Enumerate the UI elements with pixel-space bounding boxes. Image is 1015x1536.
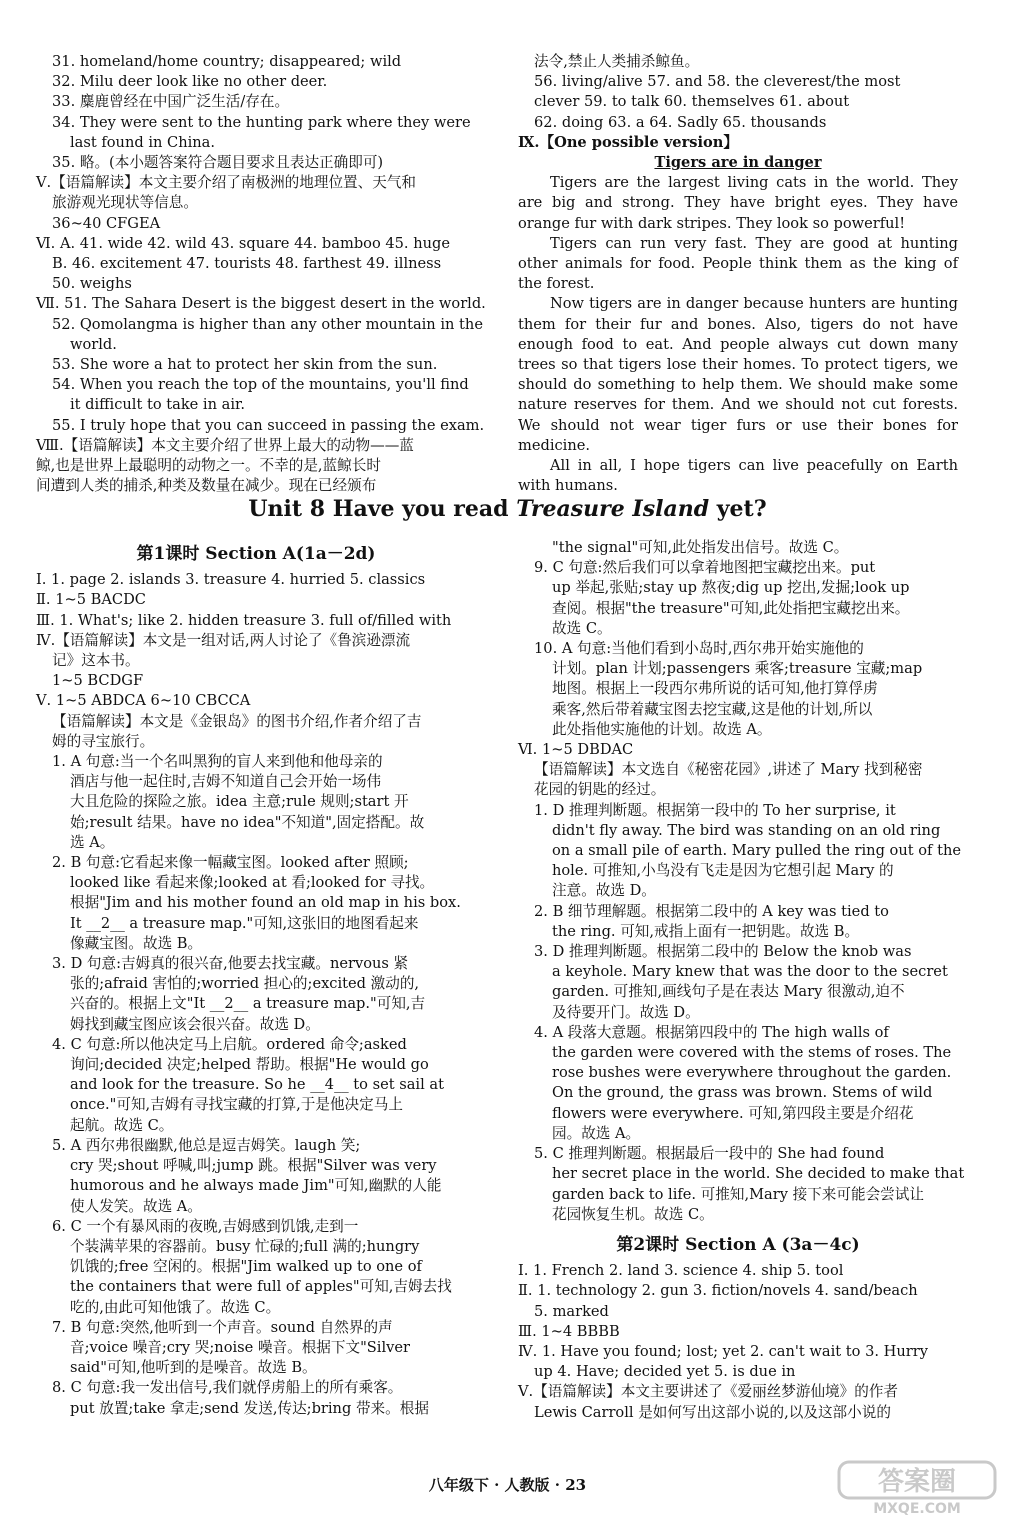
answer-line: Ⅷ.【语篇解读】本文主要介绍了世界上最大的动物——蓝 bbox=[36, 436, 414, 454]
answer-line: 乘客,然后带着藏宝图去挖宝藏,这是他的计划,所以 bbox=[552, 700, 873, 718]
answer-line: 5. A 西尔弗很幽默,他总是逗吉姆笑。laugh 笑; bbox=[52, 1136, 361, 1154]
answer-line: 酒店与他一起住时,吉姆不知道自己会开始一场伟 bbox=[70, 773, 382, 791]
answer-line: 53. She wore a hat to protect her skin from the sun. bbox=[52, 356, 438, 374]
answer-line: said"可知,他听到的是噪音。故选 B。 bbox=[70, 1359, 317, 1377]
answer-line: 姆的寻宝旅行。 bbox=[52, 732, 155, 750]
answer-line: On the ground, the grass was brown. Stems of wild bbox=[552, 1084, 933, 1102]
answer-line: 5. marked bbox=[534, 1302, 609, 1320]
answer-line: Ⅵ. 1~5 DBDAC bbox=[518, 741, 634, 759]
answer-line: 吃的,由此可知他饿了。故选 C。 bbox=[70, 1298, 281, 1316]
answer-line: 此处指他实施他的计划。故选 A。 bbox=[552, 720, 772, 738]
page-footer: 八年级下 · 人教版 · 23 bbox=[428, 1476, 587, 1494]
answer-line: 1. D 推理判断题。根据第一段中的 To her surprise, it bbox=[534, 801, 896, 819]
unit-heading: Unit 8 Have you read Treasure Island yet? bbox=[248, 496, 767, 522]
answer-line: Ⅳ.【语篇解读】本文是一组对话,两人讨论了《鲁滨逊漂流 bbox=[36, 631, 411, 649]
answer-line: 花园的钥匙的经过。 bbox=[534, 781, 666, 799]
answer-line: a keyhole. Mary knew that was the door to the secret bbox=[552, 963, 948, 981]
answer-line: 及待要开门。故选 D。 bbox=[552, 1003, 700, 1021]
answer-line: 62. doing 63. a 64. Sadly 65. thousands bbox=[534, 113, 827, 131]
answer-line: 9. C 句意:然后我们可以拿着地图把宝藏挖出来。put bbox=[534, 559, 876, 577]
answer-line: 选 A。 bbox=[70, 833, 115, 851]
answer-line: 2. B 句意:它看起来像一幅藏宝图。looked after 照顾; bbox=[52, 854, 409, 872]
essay-paragraph: Now tigers are in danger because hunters are hunting them for their fur and bones. Also, tigers do not have enough food to eat. And people always cut down many trees so that tigers lose their homes. To protect tigers, we should do something to help them. We should make some nature reserves for them. And we should not cut forests. We should not wear tiger furs or use their bones for medicine. bbox=[518, 295, 958, 454]
answer-line: 35. 略。(本小题答案符合题目要求且表达正确即可) bbox=[52, 154, 384, 172]
answer-line: clever 59. to talk 60. themselves 61. about bbox=[534, 93, 850, 111]
answer-line: the ring. 可知,戒指上面有一把钥匙。故选 B。 bbox=[552, 922, 860, 940]
answer-line: 张的;afraid 害怕的;worried 担心的;excited 激动的, bbox=[70, 975, 420, 993]
answer-line: the containers that were full of apples"可知,吉姆去找 bbox=[70, 1278, 452, 1296]
essay-paragraph: Tigers are the largest living cats in the world. They are big and strong. They have bright eyes. They have orange fur with dark stripes. They look so powerful! bbox=[518, 174, 958, 232]
answer-line: cry 哭;shout 呼喊,叫;jump 跳。根据"Silver was very bbox=[70, 1157, 437, 1175]
answer-line: 4. C 句意:所以他决定马上启航。ordered 命令;asked bbox=[52, 1035, 407, 1053]
answer-line: Ⅲ. 1~4 BBBB bbox=[518, 1322, 620, 1340]
answer-line: once."可知,吉姆有寻找宝藏的打算,于是他决定马上 bbox=[70, 1096, 403, 1114]
answer-line: 7. B 句意:突然,他听到一个声音。sound 自然界的声 bbox=[52, 1318, 393, 1336]
answer-line: put 放置;take 拿走;send 发送,传达;bring 带来。根据 bbox=[70, 1399, 429, 1417]
answer-line: B. 46. excitement 47. tourists 48. farthest 49. illness bbox=[52, 255, 442, 273]
answer-line: flowers were everywhere. 可知,第四段主要是介绍花 bbox=[552, 1104, 914, 1122]
answer-line: 55. I truly hope that you can succeed in passing the exam. bbox=[52, 416, 485, 434]
answer-line: 音;voice 噪音;cry 哭;noise 噪音。根据下文"Silver bbox=[70, 1338, 410, 1356]
answer-line: 大且危险的探险之旅。idea 主意;rule 规则;start 开 bbox=[70, 793, 409, 811]
svg-text:答案圈: 答案圈 bbox=[877, 1467, 957, 1497]
answer-line: Ⅰ. 1. French 2. land 3. science 4. ship 5. tool bbox=[518, 1262, 844, 1280]
answer-line: 故选 C。 bbox=[552, 619, 612, 637]
answer-line: 始;result 结果。have no idea"不知道",固定搭配。故 bbox=[70, 813, 425, 831]
answer-line: world. bbox=[70, 335, 117, 353]
section-heading-1: 第1课时 Section A(1a－2d) bbox=[136, 544, 376, 564]
essay-title: Tigers are in danger bbox=[654, 154, 822, 172]
answer-line: 花园恢复生机。故选 C。 bbox=[552, 1205, 714, 1223]
answer-line: 兴奋的。根据上文"It __2__ a treasure map."可知,吉 bbox=[70, 995, 426, 1013]
answer-line: Ⅴ.【语篇解读】本文主要讲述了《爱丽丝梦游仙境》的作者 bbox=[518, 1383, 899, 1401]
answers-bottom-right bbox=[518, 538, 965, 1423]
answer-line: the garden were covered with the stems of roses. The bbox=[552, 1044, 952, 1062]
answer-line: 起航。故选 C。 bbox=[70, 1116, 174, 1134]
answer-line: "the signal"可知,此处指发出信号。故选 C。 bbox=[552, 539, 849, 556]
answer-line: 2. B 细节理解题。根据第二段中的 A key was tied to bbox=[534, 902, 889, 920]
answers-top-left bbox=[36, 52, 486, 496]
answer-line: 询问;decided 决定;helped 帮助。根据"He would go bbox=[70, 1056, 429, 1074]
answer-line: Ⅱ. 1. technology 2. gun 3. fiction/novels 4. sand/beach bbox=[518, 1282, 918, 1300]
answer-line: hole. 可推知,小鸟没有飞走是因为它想引起 Mary 的 bbox=[552, 862, 894, 880]
answers-bottom-left bbox=[36, 538, 476, 1419]
answer-line: 个装满苹果的容器前。busy 忙碌的;full 满的;hungry bbox=[70, 1237, 420, 1255]
answer-line: 54. When you reach the top of the mountains, you'll find bbox=[52, 376, 469, 394]
answer-line: 间遭到人类的捕杀,种类及数量在减少。现在已经颁布 bbox=[36, 477, 377, 495]
answer-line: 3. D 推理判断题。根据第二段中的 Below the knob was bbox=[534, 943, 912, 961]
answer-line: 33. 麋鹿曾经在中国广泛生活/存在。 bbox=[52, 93, 290, 111]
svg-text:MXQE.COM: MXQE.COM bbox=[873, 1501, 961, 1516]
answer-line: 姆找到藏宝图应该会很兴奋。故选 D。 bbox=[70, 1015, 320, 1033]
answer-line: 根据"Jim and his mother found an old map in his box. bbox=[70, 894, 461, 912]
answer-line: garden. 可推知,画线句子是在表达 Mary 很激动,迫不 bbox=[552, 983, 905, 1001]
answer-line: 56. living/alive 57. and 58. the cleverest/the most bbox=[534, 73, 901, 91]
answer-line: 6. C 一个有暴风雨的夜晚,吉姆感到饥饿,走到一 bbox=[52, 1217, 359, 1235]
answer-line: Ⅱ. 1~5 BACDC bbox=[36, 591, 146, 609]
answer-line: and look for the treasure. So he __4__ to set sail at bbox=[70, 1076, 444, 1094]
answer-line: 旅游观光现状等信息。 bbox=[52, 194, 198, 212]
answer-line: looked like 看起来像;looked at 看;looked for 寻找。 bbox=[70, 874, 435, 892]
answer-line: 地图。根据上一段西尔弗所说的话可知,他打算俘虏 bbox=[552, 680, 878, 698]
answer-line: humorous and he always made Jim"可知,幽默的人能 bbox=[70, 1177, 442, 1195]
answer-line: 32. Milu deer look like no other deer. bbox=[52, 73, 328, 91]
answer-line: on a small pile of earth. Mary pulled the ring out of the bbox=[552, 842, 961, 860]
answer-line: rose bushes were everywhere throughout the garden. bbox=[552, 1064, 952, 1082]
answer-line: Ⅲ. 1. What's; like 2. hidden treasure 3. full of/filled with bbox=[36, 611, 452, 629]
answer-line: 5. C 推理判断题。根据最后一段中的 She had found bbox=[534, 1145, 885, 1163]
answer-line: garden back to life. 可推知,Mary 接下来可能会尝试让 bbox=[552, 1185, 924, 1203]
answer-line: up 4. Have; decided yet 5. is due in bbox=[534, 1363, 796, 1381]
answer-line: 31. homeland/home country; disappeared; wild bbox=[52, 53, 402, 70]
answer-line: 饥饿的;free 空闲的。根据"Jim walked up to one of bbox=[70, 1258, 422, 1276]
answer-line: 1. A 句意:当一个名叫黑狗的盲人来到他和他母亲的 bbox=[52, 753, 383, 771]
answers-56-65 bbox=[518, 52, 958, 153]
answer-line: 园。故选 A。 bbox=[552, 1124, 641, 1142]
answer-line: 10. A 句意:当他们看到小岛时,西尔弗开始实施他的 bbox=[534, 640, 864, 658]
answer-line: Ⅳ. 1. Have you found; lost; yet 2. can't wait to 3. Hurry bbox=[518, 1342, 928, 1360]
answer-line: last found in China. bbox=[70, 133, 216, 151]
answer-line: it difficult to take in air. bbox=[70, 396, 246, 414]
answer-line: 像藏宝图。故选 B。 bbox=[70, 934, 203, 952]
answer-line: 4. A 段落大意题。根据第四段中的 The high walls of bbox=[534, 1023, 889, 1041]
answer-line: didn't fly away. The bird was standing on an old ring bbox=[552, 821, 941, 839]
answer-line: 查阅。根据"the treasure"可知,此处指把宝藏挖出来。 bbox=[552, 599, 910, 617]
answer-line: 36~40 CFGEA bbox=[52, 214, 161, 232]
essay-paragraph: All in all, I hope tigers can live peacefully on Earth with humans. bbox=[518, 457, 958, 495]
answer-line: 8. C 句意:我一发出信号,我们就俘虏船上的所有乘客。 bbox=[52, 1379, 403, 1397]
answer-line: 52. Qomolangma is higher than any other mountain in the bbox=[52, 315, 483, 333]
answer-line: 1~5 BCDGF bbox=[52, 672, 144, 690]
essay-body bbox=[518, 173, 958, 496]
answer-line: 法令,禁止人类捕杀鲸鱼。 bbox=[534, 53, 700, 70]
answer-line: 34. They were sent to the hunting park where they were bbox=[52, 113, 471, 131]
answer-line: Ⅶ. 51. The Sahara Desert is the biggest desert in the world. bbox=[36, 295, 486, 313]
watermark-logo bbox=[837, 1460, 997, 1516]
answer-line: 【语篇解读】本文选自《秘密花园》,讲述了 Mary 找到秘密 bbox=[534, 761, 923, 779]
section-heading-2: 第2课时 Section A (3a－4c) bbox=[616, 1234, 860, 1255]
essay-paragraph: Tigers can run very fast. They are good at hunting other animals for food. People think them as the king of the forest. bbox=[518, 234, 958, 293]
answer-line: 使人发笑。故选 A。 bbox=[70, 1197, 202, 1215]
answer-line: Lewis Carroll 是如何写出这部小说的,以及这部小说的 bbox=[534, 1403, 891, 1421]
answer-line: up 举起,张贴;stay up 熬夜;dig up 挖出,发掘;look up bbox=[552, 579, 910, 597]
answer-line: Ⅰ. 1. page 2. islands 3. treasure 4. hurried 5. classics bbox=[36, 571, 426, 589]
answer-line: Ⅴ.【语篇解读】本文主要介绍了南极洲的地理位置、天气和 bbox=[36, 174, 417, 192]
answer-line: Ⅴ. 1~5 ABDCA 6~10 CBCCA bbox=[36, 692, 251, 710]
answer-line: 50. weighs bbox=[52, 275, 132, 293]
answer-line: her secret place in the world. She decided to make that bbox=[552, 1165, 965, 1183]
answer-line: It __2__ a treasure map."可知,这张旧的地图看起来 bbox=[70, 914, 419, 932]
answer-line: Ⅵ. A. 41. wide 42. wild 43. square 44. bamboo 45. huge bbox=[36, 234, 450, 252]
answer-line: Ⅸ.【One possible version】 bbox=[518, 133, 738, 151]
answer-line: 【语篇解读】本文是《金银岛》的图书介绍,作者介绍了吉 bbox=[52, 712, 422, 730]
answers-top-right bbox=[518, 52, 958, 496]
answer-line: 记》这本书。 bbox=[52, 652, 140, 670]
answer-line: 鲸,也是世界上最聪明的动物之一。不幸的是,蓝鲸长时 bbox=[36, 457, 381, 475]
answer-line: 注意。故选 D。 bbox=[552, 882, 656, 900]
answer-line: 3. D 句意:吉姆真的很兴奋,他要去找宝藏。nervous 紧 bbox=[52, 955, 409, 973]
answer-line: 计划。plan 计划;passengers 乘客;treasure 宝藏;map bbox=[552, 660, 923, 678]
